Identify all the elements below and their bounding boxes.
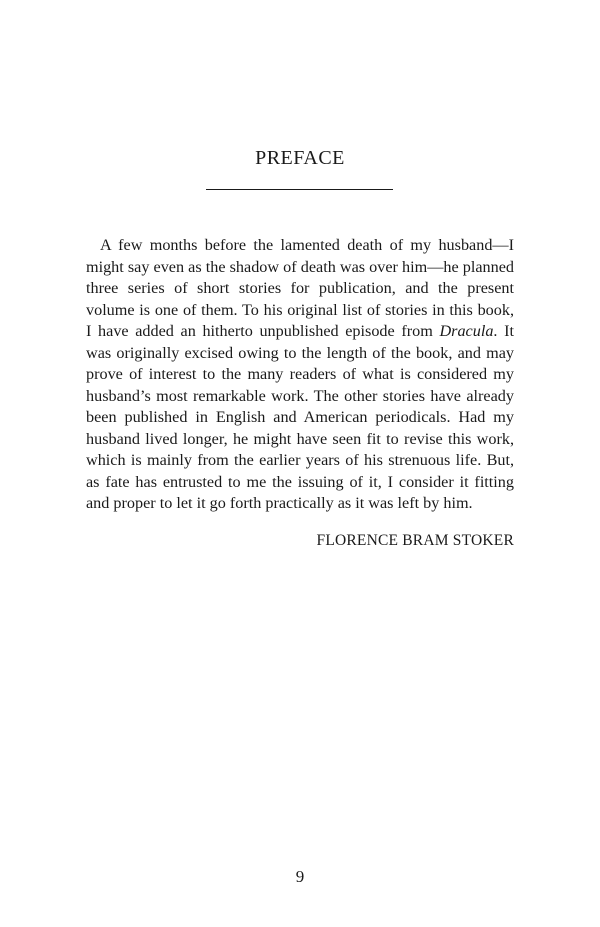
book-title-italic: Dracula: [439, 322, 494, 340]
author-signature: FLORENCE BRAM STOKER: [316, 532, 514, 549]
page-title: PREFACE: [255, 147, 345, 169]
preface-body: [86, 235, 514, 515]
title-divider: [206, 189, 393, 190]
preface-text-part2: . It was originally excised owing to the length of the book, and may prove of interest to the many readers of what is considered my husband’s most remarkable work. The other stories have already been published in English and American periodicals. Had my husband lived longer, he might have seen fit to revise this work, which is mainly from the earlier years of his strenuous life. But, as fate has entrusted to me the issuing of it, I consider it fitting and proper to let it go forth practically as it was left by him.: [86, 322, 515, 512]
preface-text-part1: A few months before the lamented death of my husband—I might say even as the shadow of death was over him—he planned three series of short stories for publication, and the present volume is one of them. To his original list of stories in this book, I have added an hitherto unpublished episode from: [86, 236, 514, 340]
page-number: 9: [295, 867, 305, 886]
